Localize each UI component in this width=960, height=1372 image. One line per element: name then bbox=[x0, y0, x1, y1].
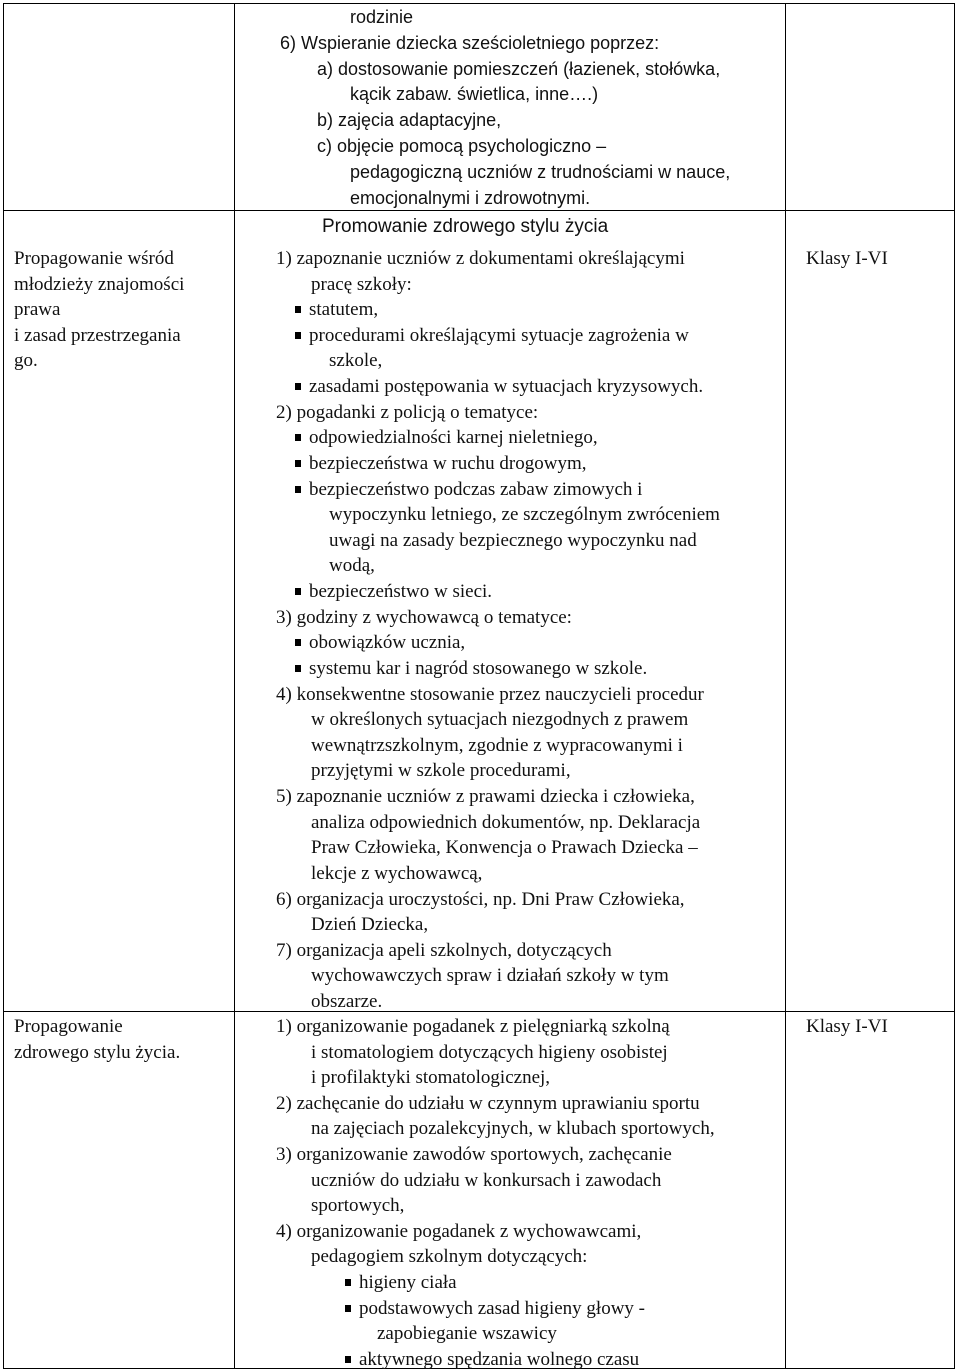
middle-list-line-text: wychowawczych spraw i działań szkoły w tym bbox=[311, 965, 669, 987]
middle-list-line bbox=[295, 425, 598, 451]
middle-list-line-text: 1) zapoznanie uczniów z dokumentami określającymi bbox=[276, 248, 685, 269]
bottom-list-line-text: 1) organizowanie pogadanek z pielęgniarką szkolną bbox=[276, 1016, 670, 1037]
top-list-line-text: a) dostosowanie pomieszczeń (łazienek, stołówka, bbox=[317, 58, 721, 79]
bullet-icon bbox=[295, 486, 301, 493]
middle-list-line bbox=[276, 887, 685, 913]
middle-list-line bbox=[295, 297, 378, 323]
middle-list-line-text: obszarze. bbox=[311, 990, 383, 1012]
bullet-icon bbox=[295, 306, 301, 313]
middle-list-line-text: 7) organizacja apeli szkolnych, dotyczących bbox=[276, 939, 612, 961]
bottom-list-line-text: aktywnego spędzania wolnego czasu bbox=[359, 1348, 640, 1370]
middle-list-line bbox=[295, 451, 587, 477]
bottom-list-line-text: sportowych, bbox=[311, 1195, 405, 1217]
bottom-list-line-text: i stomatologiem dotyczących higieny osobistej bbox=[311, 1041, 668, 1063]
top-list-line-text: rodzinie bbox=[350, 7, 414, 27]
middle-list-line-text: 2) pogadanki z policją o tematyce: bbox=[276, 401, 539, 423]
middle-list-line-text: pracę szkoły: bbox=[311, 273, 412, 295]
middle-list-line-text: bezpieczeństwo podczas zabaw zimowych i bbox=[309, 478, 643, 500]
bullet-icon bbox=[295, 332, 301, 339]
middle-list-line-text: procedurami określającymi sytuacje zagrożenia w bbox=[309, 324, 689, 346]
middle-list-line-text: obowiązków ucznia, bbox=[309, 632, 466, 654]
middle-list-line-text: szkole, bbox=[329, 350, 383, 372]
bottom-list-line bbox=[276, 1142, 672, 1168]
bottom-list-line bbox=[345, 1270, 457, 1296]
left-cell-line bbox=[14, 297, 60, 323]
top-list-line-text: 6) Wspieranie dziecka sześcioletniego poprzez: bbox=[280, 32, 660, 53]
middle-list-line bbox=[311, 989, 382, 1015]
class-range-row1: Klasy I-VI bbox=[806, 248, 888, 269]
class-range-row2: Klasy I-VI bbox=[806, 1016, 888, 1037]
middle-list-line bbox=[295, 323, 689, 349]
middle-list-line bbox=[276, 682, 704, 708]
left-cell-line bbox=[14, 348, 38, 374]
middle-list-line-text: 3) godziny z wychowawcą o tematyce: bbox=[276, 606, 572, 628]
top-list-line bbox=[280, 31, 659, 57]
table-border-left bbox=[3, 3, 4, 1369]
middle-list-line bbox=[311, 963, 669, 989]
middle-list-line bbox=[311, 861, 482, 887]
bullet-icon bbox=[345, 1305, 351, 1312]
middle-list-line bbox=[295, 630, 465, 656]
middle-list-line-text: zasadami postępowania w sytuacjach kryzysowych. bbox=[309, 376, 704, 398]
bottom-list-line-text: 3) organizowanie zawodów sportowych, zachęcanie bbox=[276, 1144, 672, 1165]
top-list-line bbox=[350, 160, 730, 186]
bottom-list-line bbox=[311, 1168, 661, 1194]
middle-list-line-text: lekcje z wychowawcą, bbox=[311, 862, 483, 884]
top-list-line bbox=[317, 134, 606, 160]
left-cell-line bbox=[14, 272, 184, 298]
top-list-line bbox=[317, 57, 720, 83]
top-list-line-text: b) zajęcia adaptacyjne, bbox=[317, 110, 502, 131]
bottom-list-line bbox=[311, 1193, 404, 1219]
left-cell-line bbox=[14, 1040, 180, 1066]
top-list-line bbox=[317, 108, 501, 134]
left-cell-line-text: prawa bbox=[14, 299, 61, 321]
middle-list-line bbox=[295, 656, 647, 682]
middle-list-line bbox=[311, 707, 688, 733]
bullet-icon bbox=[345, 1356, 351, 1363]
middle-list-line bbox=[295, 477, 642, 503]
left-cell-line-text: Propagowanie bbox=[14, 1016, 123, 1037]
top-list-line-text: c) objęcie pomocą psychologiczno – bbox=[317, 136, 607, 156]
bottom-list-line bbox=[345, 1296, 645, 1322]
bottom-list-line-text: uczniów do udziału w konkursach i zawodach bbox=[311, 1169, 662, 1191]
table-border-top bbox=[3, 3, 955, 4]
bottom-list-line-text: na zajęciach pozalekcyjnych, w klubach sportowych, bbox=[311, 1118, 715, 1140]
section-heading: Promowanie zdrowego stylu życia bbox=[322, 216, 609, 237]
bottom-list-line-text: zapobieganie wszawicy bbox=[377, 1323, 557, 1345]
bottom-list-line bbox=[276, 1219, 641, 1245]
middle-list-line bbox=[276, 784, 695, 810]
middle-list-line-text: Dzień Dziecka, bbox=[311, 914, 429, 936]
middle-list-line bbox=[311, 758, 571, 784]
middle-list-line bbox=[311, 272, 412, 298]
middle-list-line bbox=[276, 938, 612, 964]
table-border-col2 bbox=[785, 3, 786, 1369]
bottom-list-line-text: higieny ciała bbox=[359, 1272, 457, 1293]
bottom-list-line bbox=[311, 1040, 668, 1066]
top-list-line bbox=[350, 5, 413, 31]
bottom-list-line bbox=[377, 1321, 557, 1347]
bottom-list-line-text: podstawowych zasad higieny głowy - bbox=[359, 1297, 645, 1319]
middle-list-line-text: przyjętymi w szkole procedurami, bbox=[311, 760, 571, 782]
bottom-list-line bbox=[311, 1065, 550, 1091]
middle-list-line-text: w określonych sytuacjach niezgodnych z prawem bbox=[311, 709, 689, 731]
left-cell-line-text: młodzieży znajomości bbox=[14, 273, 185, 295]
table-border-col1 bbox=[234, 3, 235, 1369]
top-list-line-text: emocjonalnymi i zdrowotnymi. bbox=[350, 187, 591, 208]
left-cell-line-text: i zasad przestrzegania bbox=[14, 324, 181, 346]
bottom-list-line-text: i profilaktyki stomatologicznej, bbox=[311, 1067, 551, 1089]
bullet-icon bbox=[295, 639, 301, 646]
middle-list-line bbox=[276, 400, 538, 426]
middle-list-line-text: analiza odpowiednich dokumentów, np. Deklaracja bbox=[311, 811, 701, 833]
middle-list-line-text: wypoczynku letniego, ze szczególnym zwróceniem bbox=[329, 504, 720, 526]
middle-list-line bbox=[311, 912, 428, 938]
middle-list-line-text: odpowiedzialności karnej nieletniego, bbox=[309, 427, 598, 449]
middle-list-line-text: systemu kar i nagród stosowanego w szkole. bbox=[309, 657, 648, 679]
middle-list-line bbox=[329, 348, 382, 374]
middle-list-line-text: 4) konsekwentne stosowanie przez nauczycieli procedur bbox=[276, 683, 704, 705]
left-cell-line bbox=[14, 246, 174, 272]
bottom-list-line-text: 4) organizowanie pogadanek z wychowawcami, bbox=[276, 1220, 642, 1242]
middle-list-line-text: wodą, bbox=[329, 555, 375, 577]
middle-list-line bbox=[276, 605, 572, 631]
bottom-list-line bbox=[311, 1116, 715, 1142]
top-list-line-text: kącik zabaw. świetlica, inne….) bbox=[350, 84, 599, 105]
middle-list-line bbox=[295, 579, 492, 605]
left-cell-line bbox=[14, 323, 181, 349]
middle-list-line-text: 5) zapoznanie uczniów z prawami dziecka i człowieka, bbox=[276, 786, 695, 808]
top-list-line-text: pedagogiczną uczniów z trudnościami w nauce, bbox=[350, 161, 731, 182]
middle-list-line-text: bezpieczeństwo w sieci. bbox=[309, 581, 493, 603]
bottom-list-line bbox=[311, 1244, 587, 1270]
left-cell-line-text: go. bbox=[14, 350, 38, 372]
bottom-list-line bbox=[345, 1347, 639, 1372]
bottom-list-line bbox=[276, 1014, 670, 1040]
middle-list-line bbox=[311, 810, 700, 836]
bottom-list-line-text: pedagogiem szkolnym dotyczących: bbox=[311, 1246, 588, 1268]
top-list-line bbox=[350, 82, 598, 108]
table-row-divider-2 bbox=[3, 1011, 955, 1012]
middle-list-line-text: statutem, bbox=[309, 299, 379, 321]
middle-list-line-text: bezpieczeństwa w ruchu drogowym, bbox=[309, 452, 587, 474]
left-cell-line-text: zdrowego stylu życia. bbox=[14, 1041, 181, 1063]
table-border-right bbox=[954, 3, 955, 1369]
bottom-list-line-text: 2) zachęcanie do udziału w czynnym uprawianiu sportu bbox=[276, 1092, 700, 1114]
bottom-list-line bbox=[276, 1091, 700, 1117]
middle-list-line bbox=[329, 502, 720, 528]
middle-list-line bbox=[295, 374, 703, 400]
middle-list-line bbox=[329, 528, 697, 554]
middle-list-line bbox=[311, 835, 698, 861]
left-cell-line-text: Propagowanie wśród bbox=[14, 248, 174, 269]
middle-list-line-text: 6) organizacja uroczystości, np. Dni Praw Człowieka, bbox=[276, 888, 685, 910]
bullet-icon bbox=[295, 434, 301, 441]
bullet-icon bbox=[295, 588, 301, 595]
bullet-icon bbox=[295, 665, 301, 672]
left-cell-line bbox=[14, 1014, 123, 1040]
bullet-icon bbox=[345, 1279, 351, 1286]
bullet-icon bbox=[295, 383, 301, 390]
middle-list-line bbox=[329, 553, 375, 579]
middle-list-line-text: uwagi na zasady bezpiecznego wypoczynku nad bbox=[329, 529, 697, 551]
middle-list-line-text: wewnątrzszkolnym, zgodnie z wypracowanymi i bbox=[311, 734, 683, 756]
middle-list-line bbox=[276, 246, 685, 272]
middle-list-line-text: Praw Człowieka, Konwencja o Prawach Dziecka – bbox=[311, 837, 698, 859]
bullet-icon bbox=[295, 460, 301, 467]
top-list-line bbox=[350, 186, 590, 212]
middle-list-line bbox=[311, 733, 683, 759]
